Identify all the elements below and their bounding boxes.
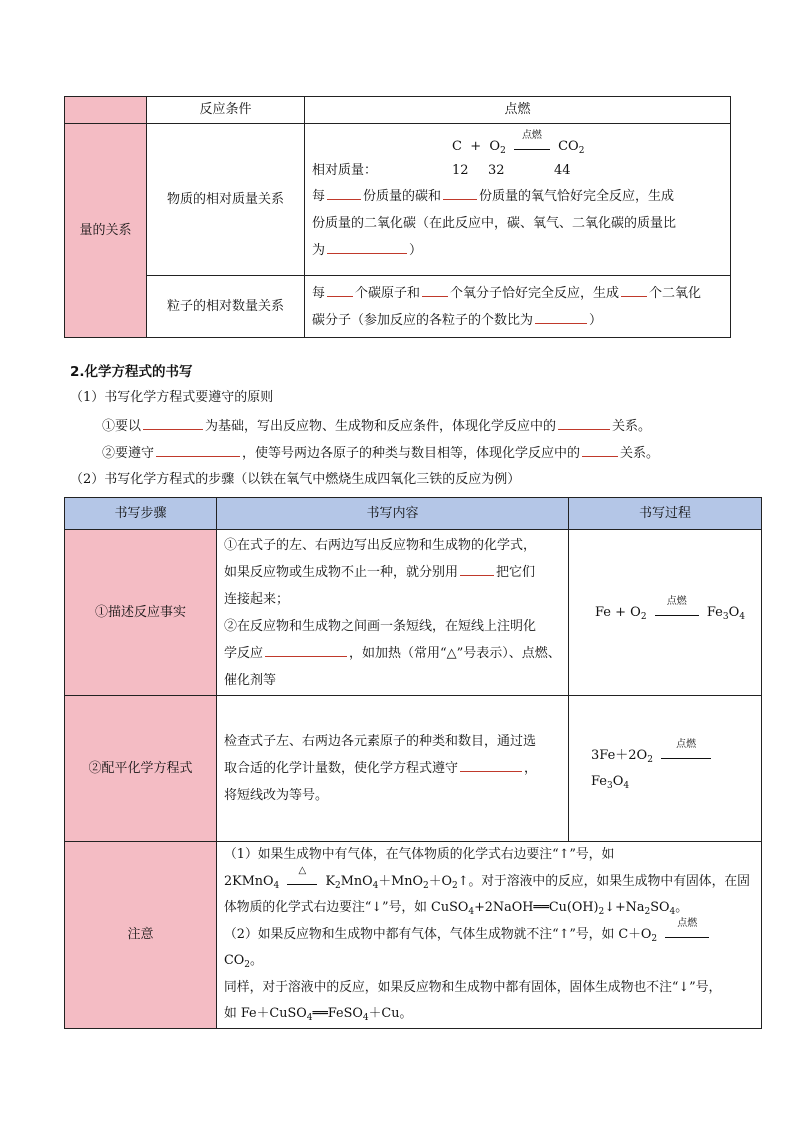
reaction-arrow: 点燃 — [665, 927, 709, 938]
carbon-combustion-equation: $C + O_2$ 点燃 $CO_2$ — [452, 130, 585, 156]
table1-mass-relation-content — [305, 124, 731, 276]
blank-co2-molecules[interactable] — [621, 282, 647, 297]
reaction-arrow: 点燃 — [514, 139, 550, 150]
blank-principle-basis[interactable] — [143, 415, 203, 430]
table1-header-condition: 反应条件 — [147, 97, 305, 124]
table1-mass-relation-label: 物质的相对质量关系 — [147, 124, 305, 276]
note-content: （1）如果生成物中有气体，在气体物质的化学式右边要注“↑”号，如 2KMnO$_4$ △ $K_2MnO_4+MnO_2+O_2↑$。对于溶液中的反应，如果生成物中有固体，在固 体物质的化学式右边要注“↓”号，如 $CuSO_4+2NaOH══Cu(OH)_2↓+Na_2SO_4$。 （2）如果反应物和生成物中都有气体，气体生成物就不注“↑”号，如 $C+O_2$ 点燃 $CO_2$。 同样，对于溶液中的反应，如果反应物和生成物中都有固体，固体生成物也不注“↓”号， 如 Fe＋CuSO$_4$══FeSO$_4$＋Cu。 — [217, 842, 762, 1029]
step1-content: ①在式子的左、右两边写出反应物和生成物的化学式， 如果反应物或生成物不止一种，就分别用 把它们 连接起来； ②在反应物和生成物之间画一条短线，在短线上注明化 学反应 ，如加热（常用“△”号表示）、点燃、 催化剂等 — [217, 530, 569, 696]
step2-content: 检查式子左、右两边各元素原子的种类和数目，通过选 取合适的化学计量数，使化学方程式遵守 ， 将短线改为等号。 — [217, 696, 569, 842]
table1-number-relation-label: 粒子的相对数量关系 — [147, 276, 305, 338]
step2-process: $3Fe+2O_2$ 点燃 $Fe_3O_4$ — [569, 696, 762, 842]
blank-reaction-condition[interactable] — [265, 642, 347, 657]
table2-header-process: 书写过程 — [569, 498, 762, 530]
principle-1: ①要以 为基础，写出反应物、生成物和反应条件，体现化学反应中的 关系。 — [102, 415, 651, 437]
principles-title: （1）书写化学方程式要遵守的原则 — [70, 390, 274, 405]
blank-connector-symbol[interactable] — [460, 561, 494, 576]
table1-corner-cell — [65, 97, 147, 124]
heating-arrow: △ — [287, 874, 317, 885]
blank-oxygen-molecules[interactable] — [422, 282, 448, 297]
blank-carbon-mass[interactable] — [327, 185, 361, 200]
steps-title: （2）书写化学方程式的步骤（以铁在氧气中燃烧生成四氧化三铁的反应为例） — [70, 472, 521, 487]
section-heading: 2.化学方程式的书写 — [70, 364, 193, 380]
table2-header-content: 书写内容 — [217, 498, 569, 530]
blank-oxygen-mass[interactable] — [443, 185, 477, 200]
blank-principle-relation-2[interactable] — [582, 442, 618, 457]
blank-conservation-law[interactable] — [460, 757, 522, 772]
equation-writing-steps-table — [64, 497, 762, 1029]
principle-2: ②要遵守 ，使等号两边各原子的种类与数目相等，体现化学反应中的 关系。 — [102, 442, 659, 464]
relative-mass-line: 相对质量： 12 32 44 — [312, 163, 571, 178]
mass-ratio-text: 每 份质量的碳和 份质量的氧气恰好完全反应，生成 份质量的二氧化碳（在此反应中，碳、氧气、二氧化碳的质量比 为 ） — [312, 183, 723, 264]
blank-principle-relation-1[interactable] — [558, 415, 610, 430]
table1-row-label: 量的关系 — [65, 124, 147, 338]
reaction-arrow: 点燃 — [655, 605, 699, 616]
table1-header-ignite: 点燃 — [305, 97, 731, 124]
table2-header-step: 书写步骤 — [65, 498, 217, 530]
blank-particle-ratio[interactable] — [535, 309, 587, 324]
step2-label: ②配平化学方程式 — [65, 696, 217, 842]
step1-process: $Fe + O_2$ 点燃 $Fe_3O_4$ — [569, 530, 762, 696]
step1-label: ①描述反应事实 — [65, 530, 217, 696]
table1-number-relation-content: 每 个碳原子和 个氧分子恰好完全反应，生成 个二氧化 碳分子（参加反应的各粒子的个数比为 ） — [305, 276, 731, 338]
blank-principle-law[interactable] — [156, 442, 240, 457]
reaction-relations-table — [64, 96, 731, 338]
reaction-arrow: 点燃 — [661, 748, 711, 759]
blank-carbon-atoms[interactable] — [327, 282, 353, 297]
blank-mass-ratio[interactable] — [327, 239, 407, 254]
note-label: 注意 — [65, 842, 217, 1029]
